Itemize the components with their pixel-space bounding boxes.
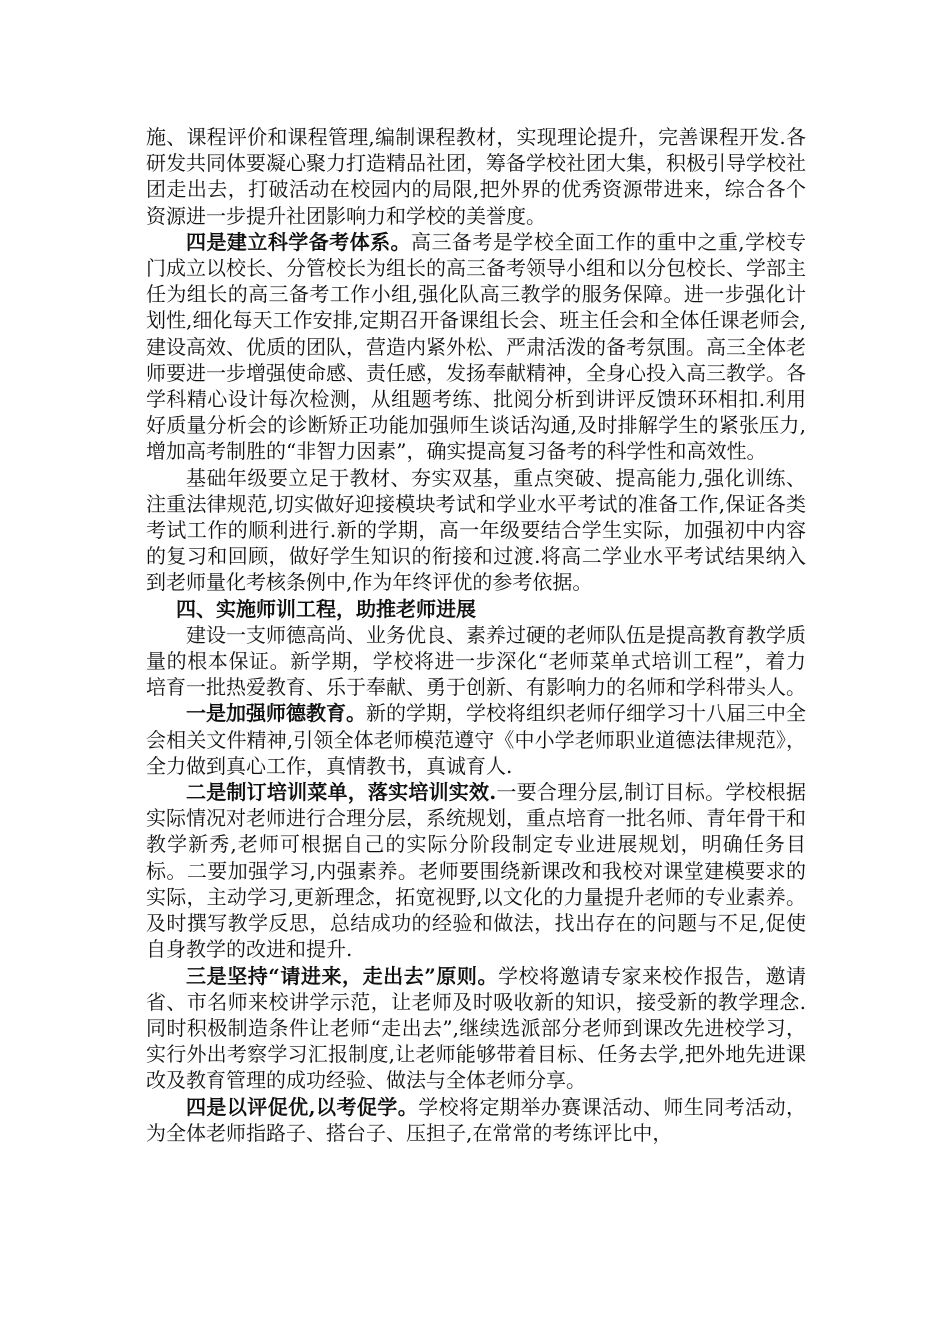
paragraph-body: 新的学期，学校将组织老师仔细学习十八届三中全会相关文件精神,引领全体老师模范遵守《中小学老师职业道德法律规范》，全力做到真心工作，真情教书，真诚育人. <box>146 701 806 778</box>
paragraph-evaluation <box>146 1094 806 1146</box>
paragraph-basic-grades: 基础年级要立足于教材、夯实双基，重点突破、提高能力,强化训练、注重法律规范,切实做好迎接模块考试和学业水平考试的准备工作,保证各类考试工作的顺利进行.新的学期，高一年级要结合学生实际，加强初中内容的复习和回顾，做好学生知识的衔接和过渡.将高二学业水平考试结果纳入到老师量化考核条例中,作为年终评优的参考依据。 <box>146 465 806 595</box>
paragraph-lead: 二是制订培训菜单，落实培训实效. <box>186 780 497 805</box>
paragraph-exam-system <box>146 229 806 465</box>
paragraph-invite-and-go-out <box>146 963 806 1094</box>
paragraph-course-development: 施、课程评价和课程管理,编制课程教材，实现理论提升，完善课程开发.各研发共同体要凝心聚力打造精品社团，筹备学校社团大集，积极引导学校社团走出去，打破活动在校园内的局限,把外界的优秀资源带进来，综合各个资源进一步提升社团影响力和学校的美誉度。 <box>146 125 806 228</box>
paragraph-lead: 一是加强师德教育。 <box>186 701 366 726</box>
paragraph-ethics-education <box>146 700 806 779</box>
document-page <box>146 124 806 1146</box>
paragraph-body: 高三备考是学校全面工作的重中之重,学校专门成立以校长、分管校长为组长的高三备考领导小组和以分包校长、学部主任为组长的高三备考工作小组,强化队高三教学的服务保障。进一步强化计划性,细化每天工作安排,定期召开备课组长会、班主任会和全体任课老师会,建设高效、优质的团队，营造内紧外松、严肃活泼的备考氛围。高三全体老师要进一步增强使命感、责任感，发扬奉献精神，全身心投入高三教学。各学科精心设计每次检测，从组题考练、批阅分析到讲评反馈环环相扣.利用好质量分析会的诊断矫正功能加强师生谈话沟通,及时排解学生的紧张压力,增加高考制胜的“非智力因素”，确实提高复习备考的科学性和高效性。 <box>146 229 807 464</box>
paragraph-training-menu <box>146 779 806 962</box>
section-heading-teacher-training: 四、实施师训工程，助推老师进展 <box>176 596 476 621</box>
paragraph-lead: 三是坚持“请进来，走出去”原则。 <box>186 963 499 988</box>
paragraph-body: 一要合理分层,制订目标。学校根据实际情况对老师进行合理分层，系统规划，重点培育一批名师、青年骨干和教学新秀,老师可根据自己的实际分阶段制定专业进展规划，明确任务目标。二要加强学习,内强素养。老师要围绕新课改和我校对课堂建模要求的实际，主动学习,更新理念，拓宽视野,以文化的力量提升老师的专业素养。及时撰写教学反思，总结成功的经验和做法，找出存在的问题与不足,促使自身教学的改进和提升. <box>146 780 807 962</box>
paragraph-body: 学校将邀请专家来校作报告，邀请省、市名师来校讲学示范，让老师及时吸收新的知识，接受新的教学理念.同时积极制造条件让老师“走出去”,继续选派部分老师到课改先进校学习，实行外出考察学习汇报制度,让老师能够带着目标、任务去学,把外地先进课改及教育管理的成功经验、做法与全体老师分享。 <box>146 963 807 1093</box>
paragraph-teacher-team: 建设一支师德高尚、业务优良、素养过硬的老师队伍是提高教育教学质量的根本保证。新学期，学校将进一步深化“老师菜单式培训工程”，着力培育一批热爱教育、乐于奉献、勇于创新、有影响力的名师和学科带头人。 <box>146 622 806 700</box>
paragraph-body: 学校将定期举办赛课活动、师生同考活动，为全体老师指路子、搭台子、压担子,在常常的考练评比中， <box>146 1094 807 1145</box>
paragraph-lead: 四是以评促优,以考促学。 <box>186 1094 419 1119</box>
paragraph-lead: 四是建立科学备考体系。 <box>186 229 412 254</box>
